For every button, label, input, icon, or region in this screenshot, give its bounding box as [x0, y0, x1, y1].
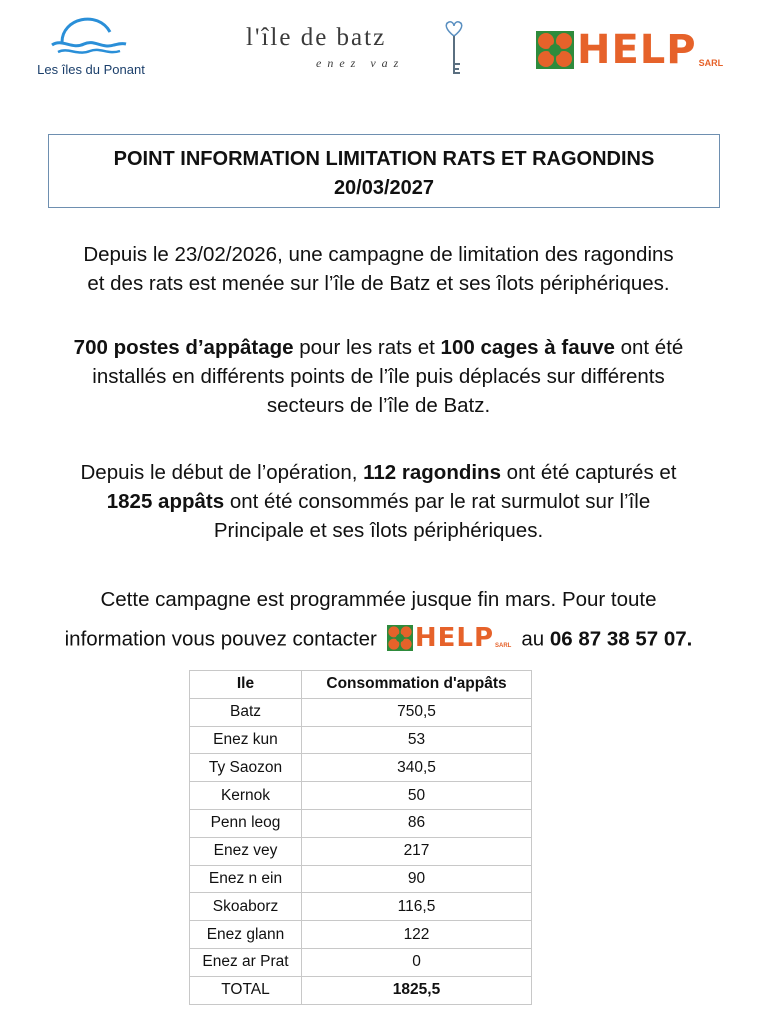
p3-line3: Principale et ses îlots périphériques.	[213, 519, 544, 542]
cell-consommation: 53	[302, 726, 532, 754]
logo-ile-de-batz	[246, 20, 476, 80]
table-row	[190, 754, 532, 782]
p2-line2: installés en différents points de l’île puis déplacés sur différents	[92, 365, 665, 388]
table-row	[190, 893, 532, 921]
title-line1: POINT INFORMATION LIMITATION RATS ET RAGONDINS	[113, 148, 655, 170]
p2-bold-cages: 100 cages à fauve	[440, 336, 615, 359]
p2-text2: ont été	[614, 336, 684, 359]
waves-icon	[48, 12, 128, 58]
p4-text1: information vous pouvez contacter	[64, 627, 377, 651]
paragraph-campaign-intro	[0, 240, 757, 298]
p1-line1: Depuis le 23/02/2026, une campagne de limitation des ragondins	[83, 243, 674, 266]
p3-bold-ragondins: 112 ragondins	[363, 461, 501, 484]
inline-help-logo	[387, 614, 512, 661]
cell-ile: Kernok	[190, 782, 302, 810]
batz-logo-name: l'île de batz	[246, 24, 387, 51]
p1-line2: et des rats est menée sur l’île de Batz et ses îlots périphériques.	[87, 272, 670, 295]
table-row	[190, 921, 532, 949]
cell-ile: Batz	[190, 698, 302, 726]
heart-key-icon	[442, 20, 466, 78]
p3-line2	[0, 487, 757, 516]
table-row	[190, 726, 532, 754]
cell-ile: TOTAL	[190, 976, 302, 1004]
cell-consommation: 116,5	[302, 893, 532, 921]
p2-text1: pour les rats et	[293, 336, 441, 359]
inline-help-sarl: SARL	[495, 643, 512, 649]
header-consommation: Consommation d'appâts	[302, 671, 532, 699]
p3-text2: ont été capturés et	[500, 461, 677, 484]
cell-ile: Enez kun	[190, 726, 302, 754]
p3-bold-appats: 1825 appâts	[106, 490, 225, 513]
inline-help-word: HELP	[414, 622, 495, 653]
table-header-row	[190, 671, 532, 699]
paragraph-contact	[0, 585, 757, 661]
p4-line1: Cette campagne est programmée jusque fin mars. Pour toute	[100, 588, 657, 611]
cell-ile: Penn leog	[190, 809, 302, 837]
title-box	[48, 134, 720, 208]
table-row	[190, 865, 532, 893]
table-row	[190, 782, 532, 810]
cell-consommation: 217	[302, 837, 532, 865]
cell-ile: Enez ar Prat	[190, 948, 302, 976]
p3-text1: Depuis le début de l’opération,	[80, 461, 364, 484]
table-row	[190, 698, 532, 726]
p3-text3: ont été consommés par le rat surmulot sur l’île	[224, 490, 651, 513]
help-mark	[536, 27, 724, 73]
bait-consumption-table	[189, 670, 532, 1005]
paragraph-results	[0, 458, 757, 545]
help-cross-icon	[387, 625, 413, 651]
cell-consommation: 86	[302, 809, 532, 837]
table-body	[190, 698, 532, 1004]
cell-consommation: 90	[302, 865, 532, 893]
logo-help-sarl	[536, 27, 726, 74]
table-row	[190, 976, 532, 1004]
cell-consommation: 340,5	[302, 754, 532, 782]
p2-line1	[0, 333, 757, 362]
paragraph-installations	[0, 333, 757, 420]
table-row	[190, 837, 532, 865]
p2-line3: secteurs de l’île de Batz.	[266, 394, 491, 417]
p4-text2: au	[521, 627, 550, 651]
p2-bold-postes: 700 postes d’appâtage	[73, 336, 294, 359]
contact-phone: 06 87 38 57 07.	[549, 627, 693, 651]
cell-consommation: 0	[302, 948, 532, 976]
table-row	[190, 809, 532, 837]
table-row	[190, 948, 532, 976]
cell-consommation: 750,5	[302, 698, 532, 726]
title-date: 20/03/2027	[333, 177, 435, 199]
logo-iles-du-ponant	[26, 12, 156, 82]
help-cross-icon	[536, 31, 574, 69]
help-logo-sarl: SARL	[698, 58, 724, 68]
cell-ile: Enez n ein	[190, 865, 302, 893]
batz-logo-sub: enez vaz	[316, 56, 405, 70]
p4-line2	[0, 614, 757, 661]
help-logo-word: HELP	[577, 27, 697, 73]
cell-ile: Enez glann	[190, 921, 302, 949]
cell-ile: Enez vey	[190, 837, 302, 865]
cell-consommation: 1825,5	[302, 976, 532, 1004]
cell-consommation: 122	[302, 921, 532, 949]
ponant-logo-text: Les îles du Ponant	[37, 62, 145, 77]
cell-ile: Ty Saozon	[190, 754, 302, 782]
p3-line1	[0, 458, 757, 487]
cell-consommation: 50	[302, 782, 532, 810]
header-ile: Ile	[190, 671, 302, 699]
cell-ile: Skoaborz	[190, 893, 302, 921]
